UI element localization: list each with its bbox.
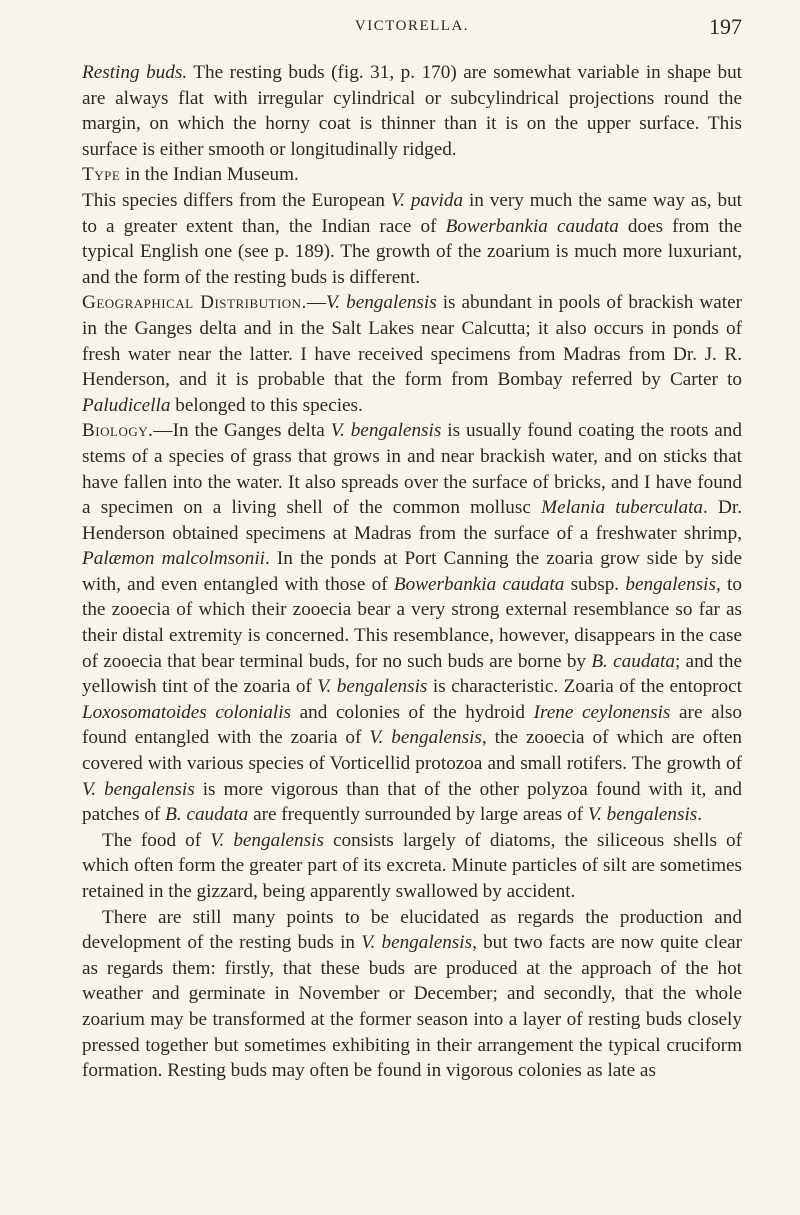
text-run: is usually found coating the roots and stems of a species of grass that grows in and near brackish water, and on sticks that have fallen into the water. It also spreads over the surface of bricks, and I have found a specimen on a living shell of the common mollusc	[82, 420, 742, 519]
italic-term: Bowerbankia caudata	[445, 215, 619, 237]
text-run: and colonies of the hydroid	[291, 701, 534, 723]
italic-term: Paludicella	[82, 394, 171, 416]
italic-term: V. bengalensis	[326, 292, 437, 314]
italic-term: V. bengalensis	[587, 804, 698, 826]
text-run: , to the zooecia of which their zooecia bear a very strong external resemblance so far as their distal extremity is concerned. This resemblance, however, disappears in the case of zooecia that bear terminal buds, for no such buds are borne by	[82, 573, 742, 672]
page-number: 197	[709, 14, 742, 39]
running-title: VICTORELLA.	[354, 18, 470, 34]
italic-term: B. caudata	[165, 804, 249, 826]
text-run: There are still many points to be elucidated as regards the production and development of the resting buds in	[82, 906, 742, 954]
italic-term: Irene ceylonensis	[533, 701, 671, 723]
page	[82, 12, 742, 1084]
italic-term: Resting buds.	[82, 62, 188, 83]
text-run: is abundant in pools of brackish water in the Ganges delta and in the Salt Lakes near Calcutta; it also occurs in ponds of fresh water near the latter. I have received specimens from Madras from Dr. J. R. Henderson, and it is probable that the form from Bombay referred by Carter to	[82, 292, 743, 391]
text-run: are also found entangled with the zoaria of	[82, 701, 742, 749]
italic-term: V. bengalensis	[82, 778, 195, 800]
italic-term: V. bengalensis	[210, 829, 324, 851]
text-run: is characteristic. Zoaria of the entoproct	[427, 676, 742, 698]
italic-term: V. bengalensis	[330, 420, 442, 442]
italic-term: V. bengalensis	[361, 932, 473, 954]
paragraph-biology	[82, 418, 742, 828]
text-run: does from the typical English one (see p. 189). The growth of the zoarium is much more luxuriant, and the form of the resting buds is different.	[82, 215, 742, 288]
paragraph-type	[82, 162, 742, 188]
body-text	[82, 60, 742, 1084]
text-run: in very much the same way as, but to a greater extent than, the Indian race of	[82, 189, 743, 237]
text-run: .	[697, 804, 703, 826]
text-run: ; and the yellowish tint of the zoaria of	[82, 650, 742, 698]
italic-term: Bowerbankia caudata	[393, 573, 565, 595]
paragraph-species-comparison	[82, 188, 742, 290]
text-run: , but two facts are now quite clear as regards them: firstly, that these buds are produced at the approach of the hot weather and germinate in November or December; and secondly, that the whole zoarium may be transformed at the former season into a layer of resting buds closely pressed together but sometimes exhibiting in their arrangement the typical cruciform formation. Resting buds may often be found in vigorous colonies as late as	[82, 932, 742, 1082]
section-heading: Biology.	[82, 420, 154, 442]
text-run: subsp.	[564, 573, 626, 595]
text-run: belonged to this species.	[170, 394, 363, 416]
paragraph-resting-bud-production	[82, 905, 742, 1084]
text-run: . In the ponds at Port Canning the zoaria grow side by side with, and even entangled with those of	[82, 548, 742, 595]
text-run: —In the Ganges delta	[153, 420, 331, 442]
section-heading: Type	[82, 164, 121, 186]
paragraph-geographical-distribution	[82, 290, 742, 418]
italic-term: V. pavida	[390, 189, 464, 211]
text-run: . Dr. Henderson obtained specimens at Madras from the surface of a freshwater shrimp,	[82, 497, 742, 544]
text-run: are frequently surrounded by large areas of	[248, 804, 588, 826]
text-run: is more vigorous than that of the other polyzoa found with it, and patches of	[82, 778, 743, 826]
italic-term: V. bengalensis	[317, 676, 428, 698]
running-head	[82, 12, 742, 60]
italic-term: Palæmon malcolmsonii	[82, 548, 265, 570]
italic-term: Melania tuberculata	[541, 497, 703, 519]
text-run: The resting buds (fig. 31, p. 170) are somewhat variable in shape but are always flat with irregular cylindrical or subcylindrical projections round the margin, on which the horny coat is thinner than it is on the upper surface. This surface is either smooth or longitudinally ridged.	[82, 62, 742, 160]
text-run: in the Indian Museum.	[120, 164, 299, 186]
text-run: consists largely of diatoms, the siliceous shells of which often form the greater part of its excreta. Minute particles of silt are sometimes retained in the gizzard, being apparently swallowed by accident.	[82, 829, 742, 902]
text-run: —	[306, 292, 327, 314]
italic-term: V. bengalensis	[369, 727, 482, 749]
italic-term: B. caudata	[591, 650, 675, 672]
paragraph-food	[82, 828, 742, 905]
paragraph-resting-buds	[82, 60, 742, 162]
italic-term: Loxosomatoides colonialis	[82, 701, 292, 723]
text-run: The food of	[102, 829, 211, 851]
section-heading: Geographical Distribution.	[82, 292, 307, 314]
text-run: This species differs from the European	[82, 189, 391, 211]
italic-term: bengalensis	[625, 573, 716, 595]
text-run: , the zooecia of which are often covered with various species of Vorticellid protozoa and small rotifers. The growth of	[82, 727, 742, 775]
